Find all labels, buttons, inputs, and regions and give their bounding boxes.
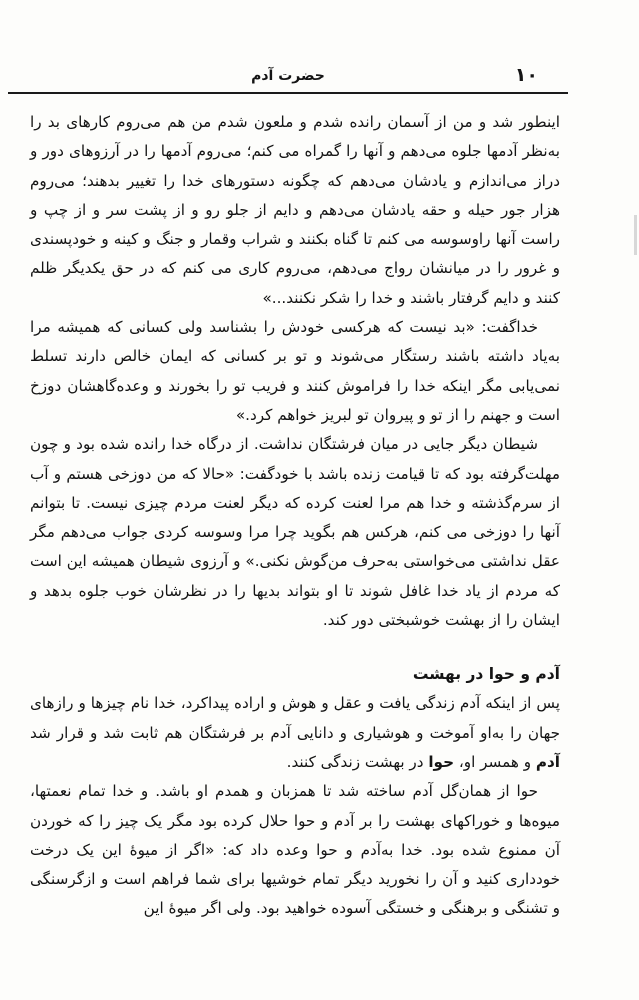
page-edge-shadow [634, 215, 637, 255]
page-body [30, 108, 560, 924]
paragraph-eve-creation: حوا از همان‌گل آدم ساخته شد تا همزبان و همدم او باشد. و خدا تمام نعمتها، میوه‌ها و خوراکهای بهشت را بر آدم و حوا حلال کرده بود مگر یک چیز را که خوردن آن ممنوع شده بود. خدا به‌آدم و حوا وعده داد که: «اگر از میوهٔ این یک درخت خودداری کنید و آن را نخورید دیگر تمام خوشیها برای شما فراهم است و از‌گرسنگی و تشنگی و برهنگی و خستگی آسوده خواهید بود. ولی اگر میوهٔ این [30, 782, 560, 918]
text-run: در بهشت زندگی کنند. [286, 752, 429, 771]
running-title: حضرت آدم [251, 68, 325, 84]
paragraph-satan-speech: اینطور شد و من از آسمان رانده شدم و ملعون شدم من هم می‌روم کارهای بد را به‌نظر آدمها جلوه می‌دهم و آنها را گمراه می کنم؛ می‌روم آدمها را در آرزوهای دور و دراز می‌اندازم و یادشان می‌دهم که چگونه دستورهای خدا را تغییر بدهند؛ می‌روم هزار جور حیله و حقه یادشان می‌دهم و دایم از جلو رو و از پشت سر و از چپ و راست آنها راوسوسه می کنم تا گناه بکنند و شراب وقمار و جنگ و کینه و خودپسندی و غرور را در میانشان رواج می‌دهم، می‌روم کاری می کنم که در حق یکدیگر ظلم کنند و دایم گرفتار باشند و خدا را شکر نکنند...» [30, 113, 560, 307]
page-header [8, 62, 568, 94]
section-gap [30, 635, 560, 659]
paragraph-god-reply: خداگفت: «بد نیست که هرکسی خودش را بشناسد ولی کسانی که همیشه مرا به‌یاد داشته باشند رستگار می‌شوند و تو بر کسانی که ایمان خالص دارند تسلط نمی‌یابی مگر اینکه خدا را فراموش کنند و فریب تو را بخورند و وعده‌گاهشان دوزخ است و جهنم را از تو و پیروان تو لبریز خواهم کرد.» [30, 318, 560, 424]
text-run: و همسر او، [454, 752, 536, 771]
text-run: پس از اینکه آدم زندگی یافت و عقل و هوش و اراده پیداکرد، خدا نام چیزها و رازهای جهان را به‌او آموخت و هوشیاری و دانایی آدم بر فرشتگان هم ثابت شد و قرار شد [30, 694, 560, 742]
name-eve: حوا [428, 752, 455, 771]
section-heading: آدم و حوا در بهشت [412, 665, 560, 684]
page-number: ۱۰ [514, 64, 538, 86]
paragraph-satan-expelled: شیطان دیگر جایی در میان فرشتگان نداشت. از درگاه خدا رانده شده بود و چون مهلت‌گرفته بود که تا قیامت زنده باشد با خودگفت: «حالا که من دوزخی هستم و آب از سرم‌گذشته و خدا هم مرا لعنت کرده که دیگر لعنت مردم چیزی نیست. تا بتوانم آنها را دوزخی می کنم، هرکس هم بگوید چرا مرا وسوسه کردی جواب می‌دهم مگر عقل نداشتی می‌خواستی به‌حرف من‌گوش نکنی.» و آرزوی شیطان همیشه این است که مردم از یاد خدا غافل شوند تا او بتواند بدیها را در نظرشان خوب جلوه بدهد و ایشان را از بهشت خوشبختی دور کند. [30, 435, 560, 630]
paragraph-adam-knowledge [30, 689, 560, 777]
name-adam: آدم [535, 752, 560, 771]
